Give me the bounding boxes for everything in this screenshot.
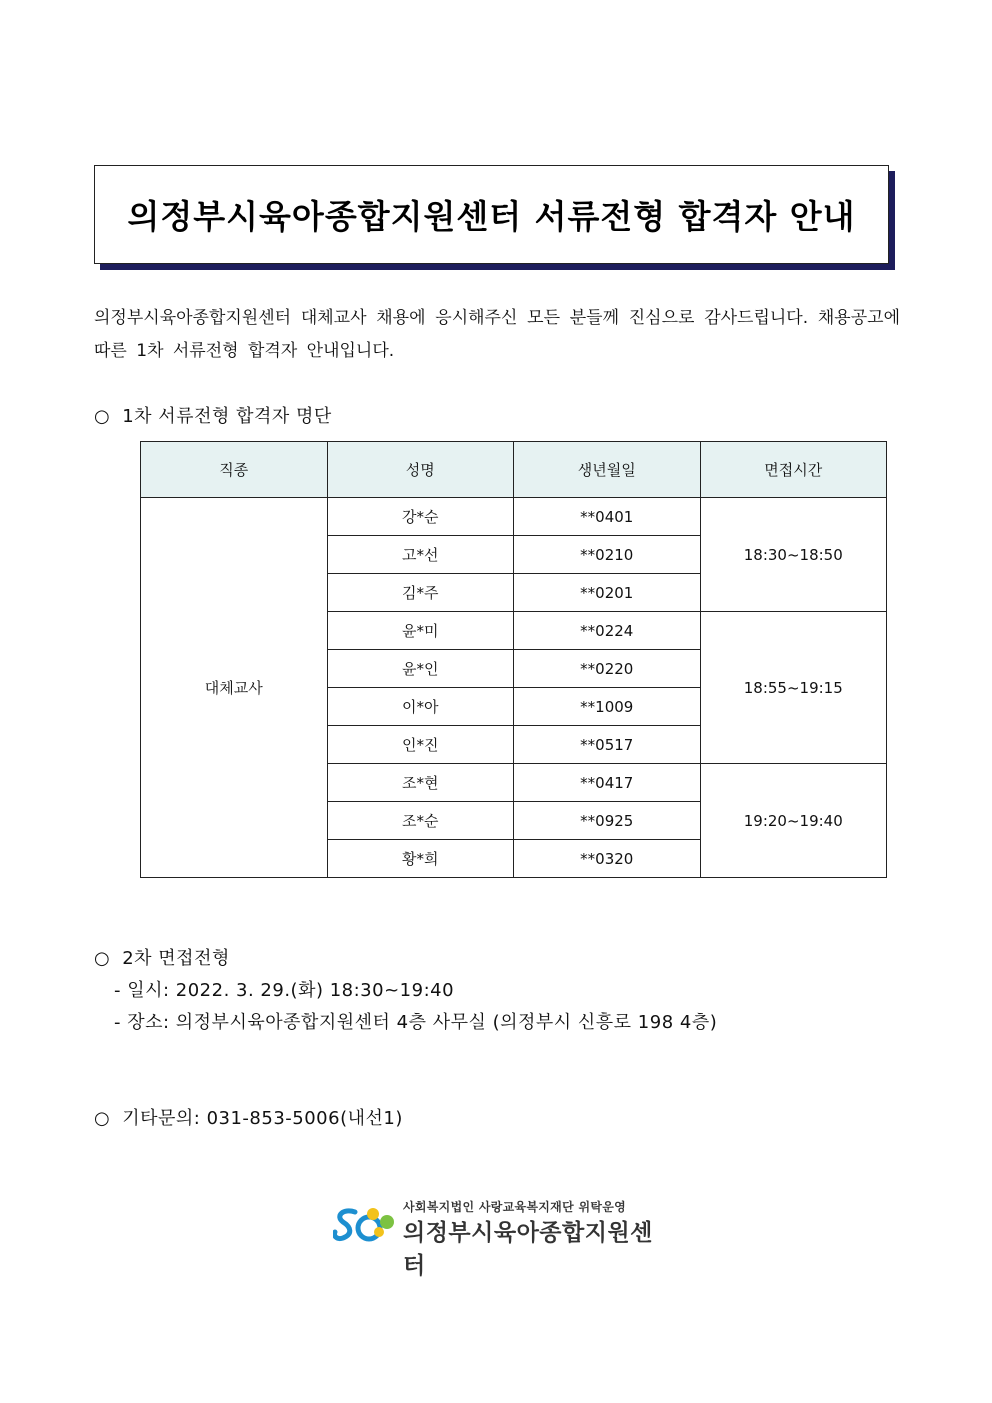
section-interview-heading	[94, 944, 230, 970]
bullet-circle-icon: ○	[94, 406, 111, 427]
name-cell: 고*선	[327, 536, 514, 574]
birth-cell: **1009	[514, 688, 701, 726]
title-box	[94, 165, 889, 264]
birth-cell: **0517	[514, 726, 701, 764]
birth-cell: **0401	[514, 498, 701, 536]
page-title: 의정부시육아종합지원센터 서류전형 합격자 안내	[127, 197, 856, 236]
section-contact	[94, 1104, 403, 1130]
intro-paragraph: 의정부시육아종합지원센터 대체교사 채용에 응시해주신 모든 분들께 진심으로 감사드립니다. 채용공고에 따른 1차 서류전형 합격자 안내입니다.	[94, 308, 900, 361]
header-interview-time: 면접시간	[700, 442, 887, 498]
name-cell: 윤*인	[327, 650, 514, 688]
logo-subtitle: 사회복지법인 사랑교육복지재단 위탁운영	[403, 1200, 627, 1214]
name-cell: 윤*미	[327, 612, 514, 650]
job-cell: 대체교사	[141, 498, 328, 878]
bullet-circle-icon: ○	[94, 1108, 111, 1129]
name-cell: 이*아	[327, 688, 514, 726]
header-job: 직종	[141, 442, 328, 498]
birth-cell: **0925	[514, 802, 701, 840]
table-header-row	[141, 442, 887, 498]
logo-title: 의정부시육아종합지원센터	[403, 1220, 653, 1279]
contact-label: 기타문의: 031-853-5006(내선1)	[122, 1108, 403, 1129]
time-cell: 18:30~18:50	[700, 498, 887, 612]
header-name: 성명	[327, 442, 514, 498]
name-cell: 인*진	[327, 726, 514, 764]
birth-cell: **0224	[514, 612, 701, 650]
name-cell: 황*희	[327, 840, 514, 878]
center-logo	[333, 1198, 663, 1279]
birth-cell: **0417	[514, 764, 701, 802]
birth-cell: **0320	[514, 840, 701, 878]
interview-date: - 일시: 2022. 3. 29.(화) 18:30~19:40	[114, 980, 455, 1001]
section-roster-heading	[94, 402, 332, 428]
bullet-circle-icon: ○	[94, 948, 111, 969]
time-cell: 19:20~19:40	[700, 764, 887, 878]
time-cell: 18:55~19:15	[700, 612, 887, 764]
name-cell: 김*주	[327, 574, 514, 612]
name-cell: 조*현	[327, 764, 514, 802]
name-cell: 강*순	[327, 498, 514, 536]
birth-cell: **0201	[514, 574, 701, 612]
section-interview-label: 2차 면접전형	[122, 948, 230, 969]
applicant-table	[140, 441, 887, 878]
center-logo-icon	[333, 1204, 401, 1244]
birth-cell: **0210	[514, 536, 701, 574]
interview-place: - 장소: 의정부시육아종합지원센터 4층 사무실 (의정부시 신흥로 198 4층)	[114, 1012, 718, 1033]
header-birth: 생년월일	[514, 442, 701, 498]
name-cell: 조*순	[327, 802, 514, 840]
table-row	[141, 498, 887, 536]
birth-cell: **0220	[514, 650, 701, 688]
section-roster-label: 1차 서류전형 합격자 명단	[122, 406, 332, 427]
